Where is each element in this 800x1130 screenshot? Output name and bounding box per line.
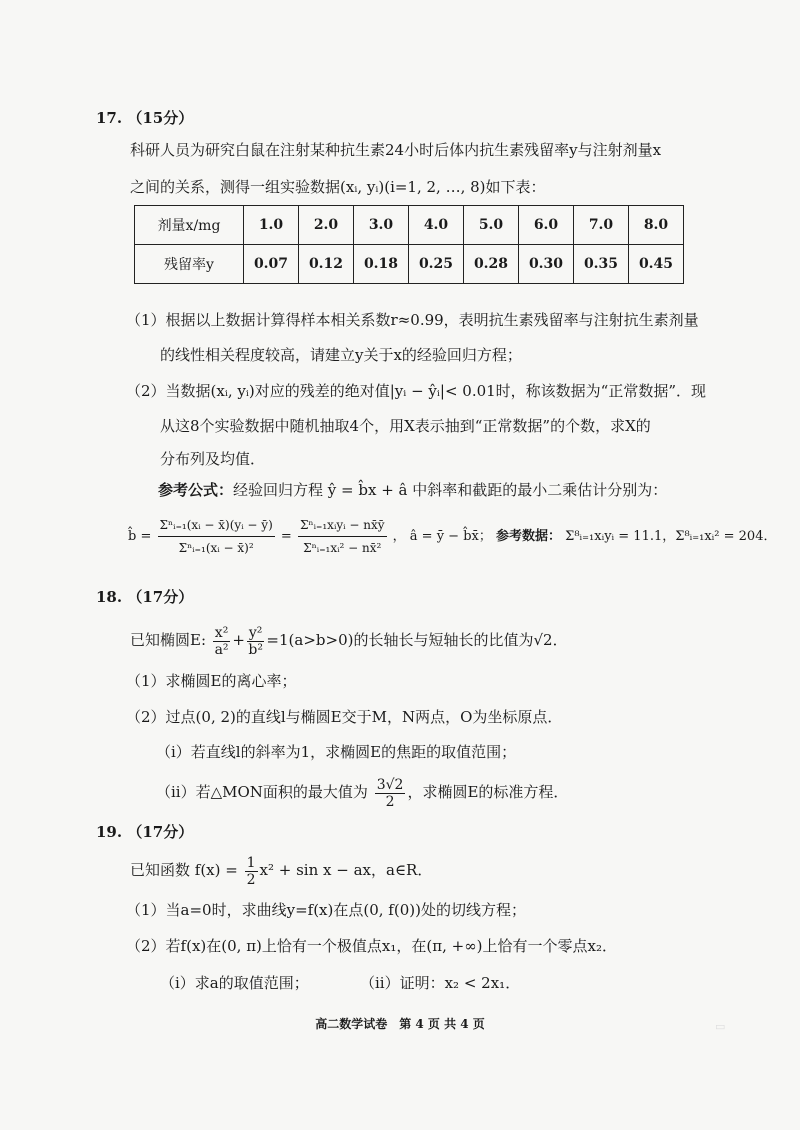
q19-header: 19. （17分） [96,823,194,841]
q19-intro-suffix: x² + sin x − ax，a∈R． [259,861,433,879]
q18-part2-i: （i）若直线l的斜率为1，求椭圆E的焦距的取值范围； [156,743,517,761]
half-denominator: 2 [246,871,256,888]
formula-fraction-2 [298,514,387,559]
half-fraction [245,855,258,888]
least-squares-formula [128,514,776,559]
table-cell: 7.0 [574,206,629,245]
q19-part2: （2）若f(x)在(0, π)上恰有一个极值点x₁，在(π, +∞)上恰有一个零点x₂． [126,937,618,955]
table-cell: 5.0 [464,206,519,245]
reference-formula-label: 参考公式： [158,481,234,499]
ellipse-x-numerator: x² [214,624,229,641]
table-cell: 0.35 [574,245,629,284]
table-cell: 0.28 [464,245,519,284]
q18-part1: （1）求椭圆E的离心率； [126,672,297,690]
data-table [134,205,684,284]
q18-header: 18. （17分） [96,588,194,606]
q19-part1: （1）当a=0时，求曲线y=f(x)在点(0, f(0))处的切线方程； [126,901,526,919]
q19-part2-ii: （ii）证明：x₂ < 2x₁． [360,974,521,992]
table-cell: 4.0 [409,206,464,245]
ellipse-x-fraction [213,625,231,658]
reference-data-text: Σ⁸ᵢ₌₁xᵢyᵢ = 11.1，Σ⁸ᵢ₌₁xᵢ² = 204． [565,529,777,544]
q18-part2: （2）过点(0, 2)的直线l与椭圆E交于M，N两点，O为坐标原点． [126,708,563,726]
formula-b-hat: b̂ = [128,529,152,544]
ellipse-x-denominator: a² [214,641,229,658]
ellipse-y-denominator: b² [248,641,263,658]
formula-a-hat: ， â = ȳ − b̂x̄； [392,529,492,544]
q17-intro-line1: 科研人员为研究白鼠在注射某种抗生素24小时后体内抗生素残留率y与注射剂量x [130,141,662,159]
table-cell: 3.0 [354,206,409,245]
page-footer: 高二数学试卷 第 4 页 共 4 页 [315,1017,485,1031]
q17-header: 17. （15分） [96,109,194,127]
q17-part1-line2: 的线性相关程度较高，请建立y关于x的经验回归方程； [160,346,522,364]
q19-part2-i: （i）求a的取值范围； [160,974,309,992]
table-cell: 0.07 [244,245,299,284]
max-area-fraction [375,777,406,810]
max-area-numerator: 3√2 [376,776,404,793]
table-row-dose [135,206,684,245]
table-cell: 0.45 [629,245,684,284]
formula-fraction-1 [158,514,275,559]
reference-formula-text: 经验回归方程 ŷ = b̂x + â 中斜率和截距的最小二乘估计分别为： [233,481,668,499]
table-cell: 0.18 [354,245,409,284]
q18-intro-suffix: =1(a>b>0)的长轴长与短轴长的比值为√2． [266,631,568,649]
q17-part2-line3: 分布列及均值． [160,450,266,468]
q18-intro [130,622,568,658]
q17-part2-line1: （2）当数据(xᵢ, yᵢ)对应的残差的绝对值|yᵢ − ŷᵢ|< 0.01时，称该数据为“正常数据”．现 [126,382,707,400]
max-area-denominator: 2 [385,793,395,810]
table-cell: 0.12 [299,245,354,284]
formula-fraction-1-denominator: Σⁿᵢ₌₁(xᵢ − x̄)² [178,541,254,555]
q17-intro-line2: 之间的关系，测得一组实验数据(xᵢ, yᵢ)(i=1, 2, …, 8)如下表： [130,178,546,196]
table-cell: 8.0 [629,206,684,245]
table-cell: 1.0 [244,206,299,245]
formula-fraction-1-numerator: Σⁿᵢ₌₁(xᵢ − x̄)(yᵢ − ȳ) [158,514,275,537]
table-cell: 6.0 [519,206,574,245]
ellipse-y-numerator: y² [248,624,263,641]
q19-intro-prefix: 已知函数 f(x) = [130,861,238,879]
reference-data-label: 参考数据： [496,529,562,544]
q17-part2-line2: 从这8个实验数据中随机抽取4个，用X表示抽到“正常数据”的个数，求X的 [160,417,651,435]
table-row-residual [135,245,684,284]
reference-formula-line [158,480,667,500]
table-row-label: 剂量x/mg [135,206,244,245]
formula-fraction-2-denominator: Σⁿᵢ₌₁xᵢ² − nx̄² [303,541,382,555]
q18-intro-prefix: 已知椭圆E: [130,631,207,649]
q19-intro [130,852,432,888]
plus-sign: + [232,631,245,649]
q17-part1-line1: （1）根据以上数据计算得样本相关系数r≈0.99，表明抗生素残留率与注射抗生素剂量 [126,311,699,329]
table-cell: 0.25 [409,245,464,284]
q18-part2-ii [156,774,568,810]
formula-fraction-2-numerator: Σⁿᵢ₌₁xᵢyᵢ − nx̄ȳ [298,514,387,537]
watermark-mark: ▭ [715,1020,726,1033]
ellipse-y-fraction [247,625,265,658]
table-cell: 0.30 [519,245,574,284]
half-numerator: 1 [246,854,256,871]
formula-equals: = [280,529,292,544]
table-row-label: 残留率y [135,245,244,284]
table-cell: 2.0 [299,206,354,245]
q18-part2-ii-suffix: ，求椭圆E的标准方程． [407,783,569,801]
q18-part2-ii-prefix: （ii）若△MON面积的最大值为 [156,783,368,801]
